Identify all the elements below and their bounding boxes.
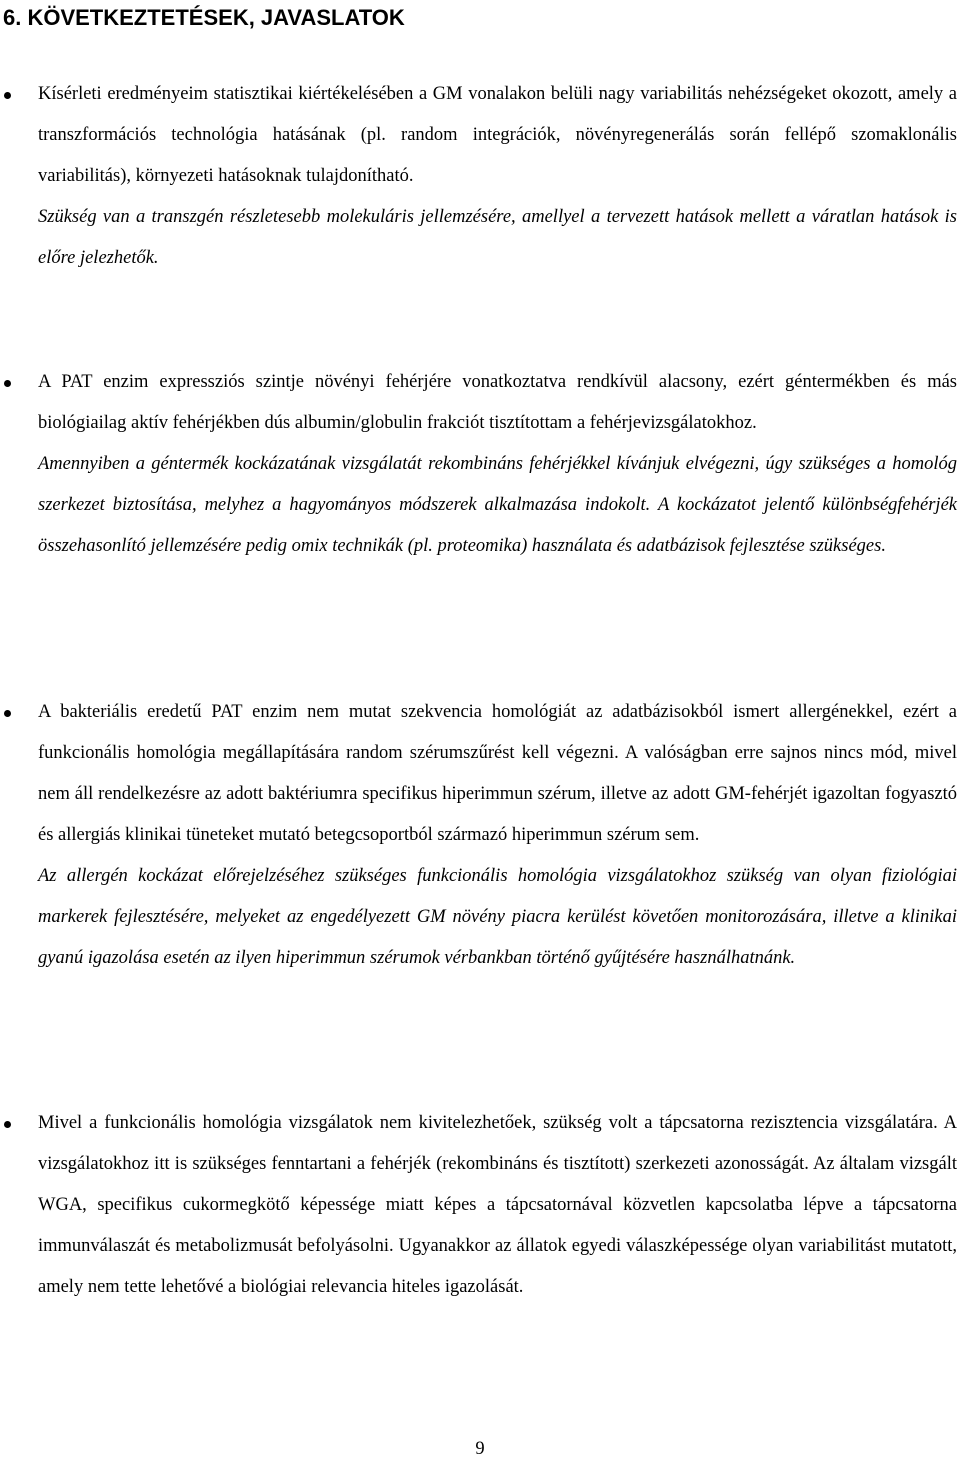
list-item: [0, 74, 960, 279]
section-heading: 6. KÖVETKEZTETÉSEK, JAVASLATOK: [3, 5, 405, 30]
paragraph: A PAT enzim expressziós szintje növényi fehérjére vonatkoztatva rendkívül alacsony, ezért géntermékben és más biológiailag aktív fehérjékben dús albumin/globulin frakciót tisztítottam a fehérjevizsgálatokhoz.: [38, 372, 957, 433]
italic-paragraph: Szükség van a transzgén részletesebb molekuláris jellemzésére, amellyel a tervezett hatások mellett a váratlan hatások is előre jelezhetők.: [38, 207, 957, 268]
bullet-icon: [4, 92, 11, 99]
paragraph: Mivel a funkcionális homológia vizsgálatok nem kivitelezhetőek, szükség volt a tápcsatorna rezisztencia vizsgálatára. A vizsgálatokhoz itt is szükséges fenntartani a fehérjék (rekombináns és tisztított) szerkezeti azonosságát. Az általam vizsgált WGA, specifikus cukormegkötő képessége miatt képes a tápcsatornával közvetlen kapcsolatba lépve a tápcsatorna immunválaszát és metabolizmusát befolyásolni. Ugyanakkor az állatok egyedi válaszképessége olyan variabilitást mutatott, amely nem tette lehetővé a biológiai relevancia hiteles igazolását.: [38, 1113, 957, 1297]
list-item: [0, 362, 960, 567]
bullet-icon: [4, 380, 11, 387]
list-item: [0, 692, 960, 979]
bullet-icon: [4, 710, 11, 717]
list-item: [0, 1103, 960, 1308]
italic-paragraph: Amennyiben a géntermék kockázatának vizsgálatát rekombináns fehérjékkel kívánjuk elvégezni, úgy szükséges a homológ szerkezet biztosítása, melyhez a hagyományos módszerek alkalmazása indokolt. A kockázatot jelentő különbségfehérjék összehasonlító jellemzésére pedig omix technikák (pl. proteomika) használata és adatbázisok fejlesztése szükséges.: [38, 454, 957, 556]
paragraph: A bakteriális eredetű PAT enzim nem mutat szekvencia homológiát az adatbázisokból ismert allergénekkel, ezért a funkcionális homológia megállapítására random szérumszűrést kell végezni. A valóságban erre sajnos nincs mód, mivel nem áll rendelkezésre az adott baktériumra specifikus hiperimmun szérum, illetve az adott GM-fehérjét igazoltan fogyasztó és allergiás klinikai tüneteket mutató betegcsoportból származó hiperimmun szérum sem.: [38, 702, 957, 845]
page-number: 9: [475, 1439, 485, 1459]
italic-paragraph: Az allergén kockázat előrejelzéséhez szükséges funkcionális homológia vizsgálatokhoz szükség van olyan fiziológiai markerek fejlesztésére, melyeket az engedélyezett GM növény piacra kerülést követően monitorozására, illetve a klinikai gyanú igazolása esetén az ilyen hiperimmun szérumok vérbankban történő gyűjtésére használhatnánk.: [38, 866, 957, 968]
paragraph: Kísérleti eredményeim statisztikai kiértékelésében a GM vonalakon belüli nagy variabilitás nehézségeket okozott, amely a transzformációs technológia hatásának (pl. random integrációk, növényregenerálás során fellépő szomaklonális variabilitás), környezeti hatásoknak tulajdonítható.: [38, 84, 957, 186]
bullet-icon: [4, 1121, 11, 1128]
